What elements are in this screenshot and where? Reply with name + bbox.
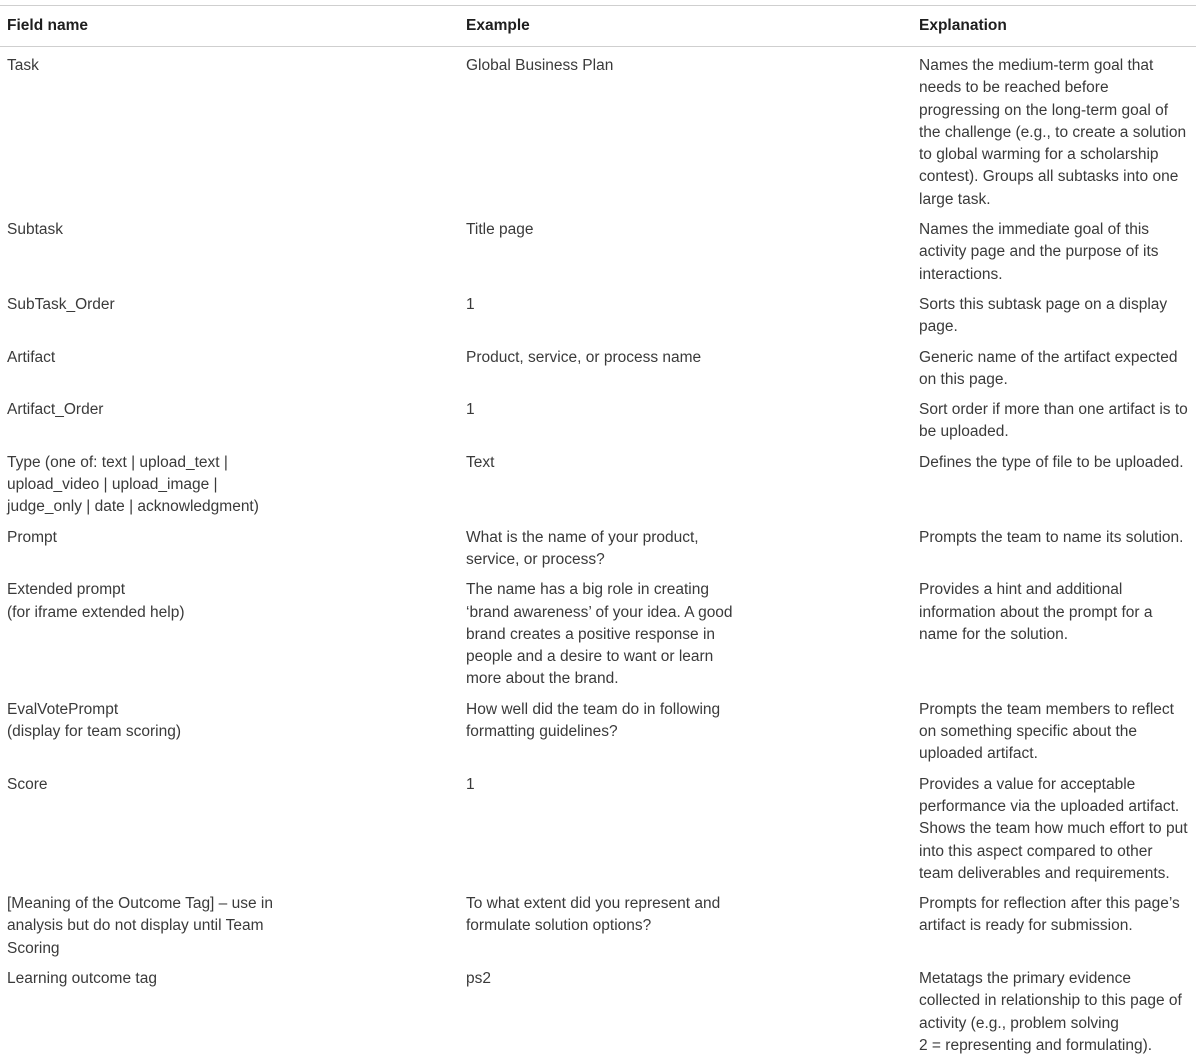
header-explanation: Explanation: [912, 6, 1196, 47]
example-cell: 1: [459, 391, 912, 444]
table-row: [0, 571, 1196, 690]
field-name-cell: [Meaning of the Outcome Tag] – use in analysis but do not display until Team Scoring: [0, 885, 459, 960]
table-row: [0, 47, 1196, 212]
field-name-cell: Score: [0, 766, 459, 885]
explanation-cell: Defines the type of file to be uploaded.: [912, 444, 1196, 519]
example-cell: Global Business Plan: [459, 47, 912, 212]
table-row: [0, 519, 1196, 572]
table-row: [0, 885, 1196, 960]
field-name-cell: EvalVotePrompt (display for team scoring): [0, 691, 459, 766]
header-row: [0, 6, 1196, 47]
header-field-name: Field name: [0, 6, 459, 47]
table-row: [0, 211, 1196, 286]
example-cell: Text: [459, 444, 912, 519]
example-cell: 1: [459, 766, 912, 885]
example-cell: 1: [459, 286, 912, 339]
header-example: Example: [459, 6, 912, 47]
field-table: [0, 5, 1196, 1057]
field-name-cell: Artifact_Order: [0, 391, 459, 444]
table-row: [0, 444, 1196, 519]
table-row: [0, 286, 1196, 339]
table-row: [0, 339, 1196, 392]
explanation-cell: Generic name of the artifact expected on this page.: [912, 339, 1196, 392]
field-name-cell: Learning outcome tag: [0, 960, 459, 1057]
explanation-cell: Names the immediate goal of this activity page and the purpose of its interactions.: [912, 211, 1196, 286]
table-header: [0, 6, 1196, 47]
explanation-cell: Sort order if more than one artifact is to be uploaded.: [912, 391, 1196, 444]
field-name-cell: SubTask_Order: [0, 286, 459, 339]
example-cell: The name has a big role in creating ‘brand awareness’ of your idea. A good brand creates a positive response in people and a desire to want or learn more about the brand.: [459, 571, 912, 690]
explanation-cell: Provides a hint and additional information about the prompt for a name for the solution.: [912, 571, 1196, 690]
field-name-cell: Subtask: [0, 211, 459, 286]
table-row: [0, 691, 1196, 766]
example-cell: Title page: [459, 211, 912, 286]
explanation-cell: Metatags the primary evidence collected in relationship to this page of activity (e.g., problem solving 2 = representing and formulating).: [912, 960, 1196, 1057]
table-row: [0, 960, 1196, 1057]
explanation-cell: Prompts for reflection after this page’s artifact is ready for submission.: [912, 885, 1196, 960]
explanation-cell: Sorts this subtask page on a display page.: [912, 286, 1196, 339]
field-name-cell: Prompt: [0, 519, 459, 572]
example-cell: To what extent did you represent and formulate solution options?: [459, 885, 912, 960]
example-cell: ps2: [459, 960, 912, 1057]
table-row: [0, 766, 1196, 885]
table-row: [0, 391, 1196, 444]
example-cell: How well did the team do in following formatting guidelines?: [459, 691, 912, 766]
explanation-cell: Prompts the team to name its solution.: [912, 519, 1196, 572]
explanation-cell: Provides a value for acceptable performance via the uploaded artifact. Shows the team how much effort to put into this aspect compared to other team deliverables and requirements.: [912, 766, 1196, 885]
field-name-cell: Extended prompt (for iframe extended help): [0, 571, 459, 690]
example-cell: Product, service, or process name: [459, 339, 912, 392]
table-body: [0, 47, 1196, 1057]
example-cell: What is the name of your product, service, or process?: [459, 519, 912, 572]
field-name-cell: Artifact: [0, 339, 459, 392]
field-name-cell: Task: [0, 47, 459, 212]
field-name-cell: Type (one of: text | upload_text | upload_video | upload_image | judge_only | date | acknowledgment): [0, 444, 459, 519]
explanation-cell: Names the medium-term goal that needs to be reached before progressing on the long-term goal of the challenge (e.g., to create a solution to global warming for a scholarship contest). Groups all subtasks into one large task.: [912, 47, 1196, 212]
explanation-cell: Prompts the team members to reflect on something specific about the uploaded artifact.: [912, 691, 1196, 766]
